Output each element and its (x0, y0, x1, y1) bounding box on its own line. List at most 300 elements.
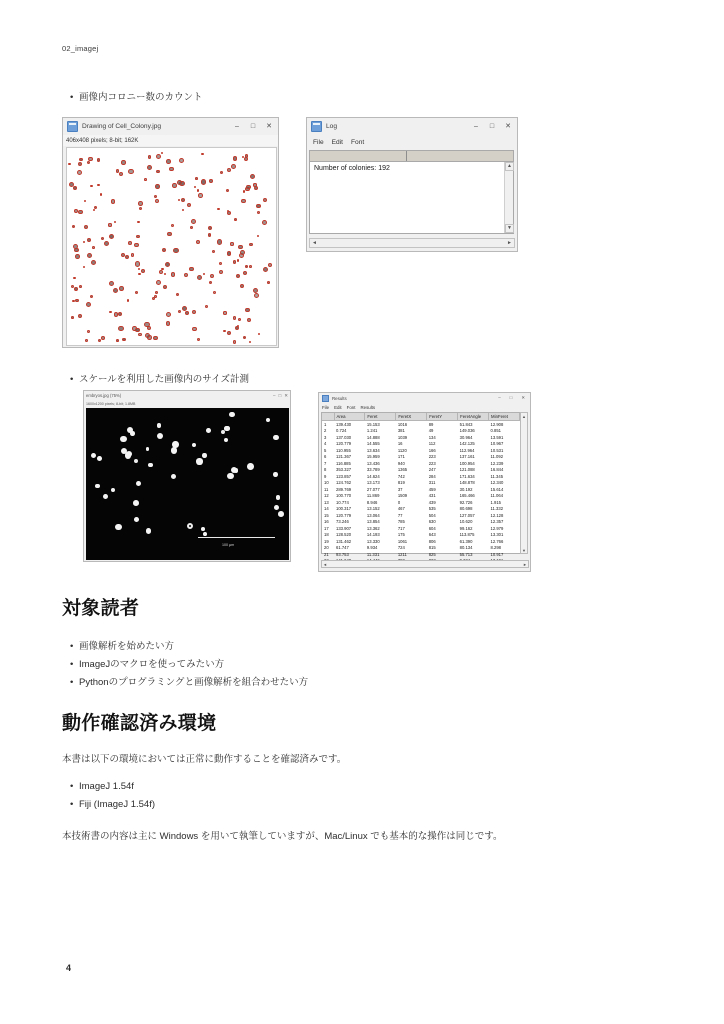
table-cell: 19 (324, 538, 329, 544)
measured-particle (95, 484, 99, 488)
log-vertical-scrollbar[interactable] (504, 162, 513, 233)
colony-blob (166, 321, 171, 326)
colony-blob (176, 293, 179, 296)
log-column-1 (310, 151, 407, 161)
colony-blob (163, 285, 167, 289)
colony-blob (245, 308, 250, 313)
running-head: 02_imagej (62, 44, 99, 53)
colony-close-icon[interactable]: ✕ (266, 123, 272, 130)
table-cell: 12 (324, 493, 329, 499)
table-cell: 467 (397, 506, 405, 512)
table-cell: 15 (324, 512, 329, 518)
colony-blob (197, 189, 199, 191)
colony-blob (203, 273, 205, 275)
colony-blob (121, 160, 125, 164)
measured-particle (130, 431, 135, 436)
table-cell: 10 (324, 480, 329, 486)
colony-blob (87, 253, 92, 258)
colony-blob (79, 158, 83, 162)
table-cell: 13.064 (366, 512, 380, 518)
measured-particle (157, 423, 161, 427)
audience-item-0-label: 画像解析を始めたい方 (79, 641, 175, 652)
table-cell: 15.959 (366, 454, 380, 460)
colony-blob (238, 245, 242, 249)
colony-blob (74, 287, 78, 291)
table-cell: 1211 (397, 551, 407, 557)
log-menubar[interactable] (307, 135, 517, 149)
results-col-area: Area (334, 413, 365, 421)
table-cell: 1365 (397, 467, 408, 473)
colony-blob (196, 240, 200, 244)
table-cell: 165.466 (459, 493, 475, 499)
colony-blob (101, 336, 105, 340)
table-cell: 61.747 (336, 545, 349, 551)
colony-blob (155, 199, 159, 203)
colony-blob (179, 158, 184, 163)
table-cell: 120.779 (336, 512, 352, 518)
colony-blob (154, 295, 157, 298)
table-cell: 27.077 (366, 486, 380, 492)
audience-item-2 (70, 674, 308, 688)
colony-blob (182, 209, 184, 211)
colony-blob (109, 311, 112, 314)
colony-blob (85, 339, 88, 342)
log-titlebar[interactable] (307, 118, 517, 135)
log-content-line: Number of colonies: 192 (314, 165, 390, 172)
log-menu-edit[interactable]: Edit (331, 138, 343, 146)
table-cell: 128.520 (336, 532, 352, 538)
table-cell: 13.591 (490, 434, 504, 440)
colony-blob (134, 243, 138, 247)
colony-blob (190, 226, 193, 229)
table-cell: 15.153 (366, 421, 380, 427)
results-maximize-icon[interactable]: □ (509, 394, 513, 400)
colony-blob (240, 250, 245, 255)
table-cell: 61.390 (459, 538, 473, 544)
log-scroll-down-icon[interactable]: ▼ (505, 224, 514, 233)
table-cell: 137.030 (336, 434, 352, 440)
measured-particle (115, 524, 121, 530)
results-title-text: Results (332, 395, 347, 401)
colony-blob (185, 311, 189, 315)
bullet-dot-e0: • (70, 781, 74, 792)
table-cell: 13.301 (490, 532, 504, 538)
heading-environment: 動作確認済み環境 (62, 713, 217, 734)
colony-blob (138, 268, 140, 270)
colony-blob (268, 263, 272, 267)
table-cell: 504 (428, 512, 436, 518)
table-cell: 223 (428, 454, 436, 460)
colony-blob (227, 331, 231, 335)
measured-particle (227, 473, 234, 480)
table-cell: 381 (397, 428, 405, 434)
colony-blob (73, 186, 77, 190)
colony-blob (156, 280, 161, 285)
colony-blob (155, 184, 159, 188)
table-cell: 9.934 (366, 545, 378, 551)
env-item-0-label: ImageJ 1.54f (79, 781, 134, 792)
table-cell: 110.955 (336, 447, 351, 453)
measured-particle (125, 452, 131, 458)
colony-blob (245, 265, 248, 268)
table-cell: 120.779 (336, 441, 352, 447)
measured-particle (172, 441, 178, 447)
table-cell: 10.620 (459, 519, 473, 525)
table-cell: 11.869 (366, 493, 380, 499)
results-scroll-left-icon[interactable]: ◄ (323, 561, 327, 567)
colony-blob (171, 272, 176, 277)
colony-blob (243, 336, 246, 339)
bullet-dot-2: • (70, 374, 74, 385)
colony-blob (233, 316, 236, 319)
measured-particle (202, 453, 206, 457)
table-cell: 100.317 (336, 506, 352, 512)
bullet-scale-measure-label: スケールを利用した画像内のサイズ計測 (79, 374, 250, 385)
results-titlebar[interactable] (319, 393, 530, 403)
colony-blob (75, 299, 78, 302)
dark-minimize-icon[interactable]: – (272, 393, 276, 398)
colony-blob (109, 281, 114, 286)
colony-blob (189, 267, 193, 271)
results-col-feretangle: FeretAngle (458, 413, 489, 421)
colony-status-line: 406x408 pixels; 8-bit; 162K (63, 135, 278, 146)
colony-blob (237, 259, 239, 261)
table-cell: 21 (324, 551, 329, 557)
colony-blob (138, 201, 142, 205)
table-cell: 1.241 (366, 428, 378, 434)
measured-particle (120, 436, 127, 443)
table-cell: 30.192 (459, 486, 473, 492)
table-cell: 14.888 (366, 434, 380, 440)
bullet-dot-a1: • (70, 659, 74, 670)
log-scroll-left-icon[interactable]: ◄ (310, 239, 319, 247)
measured-particle (187, 523, 193, 529)
table-cell: 4 (324, 441, 327, 447)
log-menu-font[interactable]: Font (351, 138, 365, 146)
results-col-feretx: FeretX (396, 413, 427, 421)
table-cell: 11.092 (490, 454, 504, 460)
colony-blob (73, 244, 78, 249)
table-cell: 3 (324, 434, 327, 440)
colony-blob (144, 178, 147, 181)
table-cell: 819 (397, 480, 405, 486)
colony-blob (71, 316, 74, 319)
colony-blob (104, 241, 109, 246)
audience-item-2-label: Pythonのプログラミングと画像解析を組合わせたい方 (79, 677, 309, 688)
measured-particle (103, 494, 108, 499)
table-cell: 0 (397, 499, 401, 505)
scale-bar (198, 537, 275, 539)
table-cell: 10.917 (490, 551, 504, 557)
dark-maximize-icon[interactable]: □ (278, 393, 282, 398)
table-cell: 0.724 (336, 428, 347, 434)
colony-blob (250, 174, 255, 179)
table-cell: 1.915 (490, 499, 502, 505)
colony-blob (113, 288, 118, 293)
colony-blob (178, 199, 180, 201)
table-cell: 2 (324, 428, 327, 434)
colony-blob (75, 254, 80, 259)
colony-blob (254, 186, 258, 190)
table-cell: 284 (428, 473, 436, 479)
colony-blob (114, 312, 119, 317)
measured-particle (157, 433, 163, 439)
colony-blob (68, 163, 71, 166)
table-cell: 49 (428, 428, 434, 434)
table-cell: 137.161 (459, 454, 475, 460)
table-cell: 9 (324, 473, 327, 479)
measured-particle (273, 472, 278, 477)
measured-particle (274, 505, 279, 510)
window-cell-colony[interactable] (62, 117, 279, 348)
colony-blob (118, 312, 123, 317)
colony-blob (114, 221, 116, 223)
colony-blob (166, 312, 171, 317)
colony-blob (156, 154, 161, 159)
colony-blob (78, 210, 83, 215)
results-table-container[interactable] (321, 412, 521, 557)
measured-particle (192, 443, 196, 447)
colony-blob (122, 338, 126, 342)
results-menu-edit[interactable]: Edit (334, 404, 342, 410)
table-cell: 55.713 (459, 551, 473, 557)
table-cell: 15.614 (490, 486, 504, 492)
measured-particle (224, 438, 228, 442)
colony-blob (198, 193, 203, 198)
table-cell: 11.332 (490, 506, 504, 512)
table-cell: 121.088 (459, 467, 475, 473)
measured-particle (229, 412, 235, 418)
results-menu-file[interactable]: File (322, 404, 330, 410)
results-window-buttons (498, 396, 529, 400)
table-cell: 825 (428, 551, 436, 557)
table-cell: 1 (324, 421, 327, 427)
table-cell: 1039 (397, 434, 408, 440)
colony-blob (87, 330, 90, 333)
measured-particle (276, 495, 280, 499)
colony-blob (233, 260, 237, 264)
colony-maximize-icon[interactable]: □ (250, 123, 256, 130)
table-cell: 16 (397, 441, 403, 447)
colony-blob (128, 241, 132, 245)
results-scroll-right-icon[interactable]: ► (523, 561, 527, 567)
table-cell: 13.173 (366, 480, 380, 486)
colony-blob (161, 268, 163, 270)
table-cell: 742 (397, 473, 405, 479)
dark-image-canvas[interactable] (86, 408, 289, 560)
results-app-icon (322, 395, 329, 402)
table-cell: 724 (397, 545, 405, 551)
table-cell: 8 (324, 467, 327, 473)
colony-blob (91, 260, 96, 265)
log-menu-file[interactable]: File (313, 138, 324, 146)
page-number: 4 (66, 963, 72, 973)
results-col-index (322, 413, 334, 421)
table-cell: 112.964 (459, 447, 475, 453)
table-cell: 10.967 (490, 441, 504, 447)
table-row[interactable] (322, 421, 520, 428)
log-scroll-right-icon[interactable]: ► (505, 239, 514, 247)
colony-blob (249, 243, 252, 246)
table-cell: 133.907 (336, 525, 352, 531)
measured-particle (221, 430, 225, 434)
audience-item-0 (70, 638, 174, 652)
log-text-area[interactable] (309, 162, 514, 234)
table-cell: 77 (397, 512, 403, 518)
table-cell: 12.766 (490, 538, 504, 544)
colony-blob (155, 291, 158, 294)
table-cell: 100.770 (336, 493, 352, 499)
log-maximize-icon[interactable]: □ (489, 123, 495, 130)
colony-blob (208, 233, 212, 237)
table-cell: 13.436 (366, 460, 380, 466)
table-cell: 171 (397, 454, 405, 460)
table-cell: 37 (397, 486, 403, 492)
colony-titlebar[interactable] (63, 118, 278, 135)
colony-blob (197, 338, 201, 342)
colony-blob (136, 235, 139, 238)
bullet-dot-a0: • (70, 641, 74, 652)
colony-blob (97, 158, 101, 162)
colony-blob (148, 155, 152, 159)
imagej-icon (67, 121, 78, 132)
bullet-dot: • (70, 92, 74, 103)
colony-blob (227, 251, 231, 255)
colony-blob (171, 224, 174, 227)
colony-blob (131, 253, 134, 256)
colony-blob (220, 171, 223, 174)
colony-blob (184, 273, 188, 277)
colony-blob (263, 267, 268, 272)
colony-blob (195, 177, 198, 180)
colony-blob (125, 255, 129, 259)
table-cell: 113.875 (459, 532, 475, 538)
log-minimize-icon[interactable]: – (474, 123, 478, 130)
results-scroll-down-icon[interactable]: ▼ (522, 547, 526, 553)
results-col-ferety: FeretY (427, 413, 458, 421)
table-cell: 17 (324, 525, 329, 531)
results-vertical-scrollbar[interactable] (520, 412, 528, 554)
measured-particle (171, 447, 178, 454)
colony-blob (78, 162, 82, 166)
colony-blob (209, 179, 213, 183)
audience-item-1-label: ImageJのマクロを使ってみたい方 (79, 659, 225, 670)
table-cell: 11.331 (366, 551, 380, 557)
colony-blob (249, 265, 252, 268)
table-cell: 30.964 (459, 434, 473, 440)
table-cell: 149.036 (459, 428, 475, 434)
colony-blob (223, 330, 225, 332)
dark-titlebar[interactable] (84, 391, 290, 400)
table-cell: 14.624 (366, 473, 380, 479)
colony-blob (257, 211, 260, 214)
table-cell: 8.298 (490, 545, 502, 551)
results-scroll-up-icon[interactable]: ▲ (522, 413, 526, 419)
results-horizontal-scrollbar[interactable] (321, 560, 529, 568)
colony-image-canvas[interactable] (66, 147, 277, 346)
table-cell: 940 (397, 460, 405, 466)
table-cell: 131.462 (336, 538, 352, 544)
table-cell: 717 (397, 525, 405, 531)
measured-particle (133, 500, 139, 506)
colony-blob (119, 172, 123, 176)
table-cell: 16.844 (490, 467, 504, 473)
measured-particle (234, 468, 239, 473)
window-log[interactable] (306, 117, 518, 252)
measured-particle (247, 463, 254, 470)
colony-blob (128, 169, 133, 174)
table-cell: 33.789 (366, 467, 380, 473)
colony-window-buttons (229, 118, 277, 135)
table-cell: 247 (428, 467, 436, 473)
table-cell: 11 (324, 486, 329, 492)
colony-blob (267, 281, 270, 284)
colony-blob (79, 285, 82, 288)
results-minimize-icon[interactable]: – (498, 394, 501, 400)
table-cell: 14 (324, 506, 329, 512)
log-scroll-up-icon[interactable]: ▲ (505, 162, 514, 171)
window-results[interactable] (318, 392, 531, 572)
colony-blob (256, 204, 261, 209)
table-cell: 12.128 (490, 512, 504, 518)
results-close-icon[interactable]: ✕ (521, 394, 525, 400)
table-cell: 0.851 (490, 428, 502, 434)
colony-blob (109, 234, 114, 239)
bullet-colony-count-label: 画像内コロニー数のカウント (79, 92, 203, 103)
measured-particle (273, 435, 278, 440)
colony-blob (253, 288, 258, 293)
colony-blob (226, 189, 229, 192)
table-cell: 112 (428, 441, 436, 447)
colony-blob (169, 167, 173, 171)
table-cell: 223 (428, 460, 436, 466)
table-cell: 142.125 (459, 441, 475, 447)
table-cell: 439 (428, 499, 436, 505)
colony-blob (219, 262, 222, 265)
table-cell: 13.330 (366, 538, 380, 544)
results-menu-font[interactable]: Font (346, 404, 356, 410)
colony-blob (88, 157, 93, 162)
dark-close-icon[interactable]: ✕ (284, 392, 288, 398)
colony-blob (236, 274, 240, 278)
results-menu-results[interactable]: Results (360, 404, 376, 410)
colony-blob (254, 293, 259, 298)
window-measure-image[interactable] (83, 390, 291, 562)
colony-blob (230, 242, 233, 245)
results-menubar[interactable] (319, 403, 530, 411)
colony-blob (135, 328, 140, 333)
colony-blob (192, 310, 196, 314)
colony-blob (83, 266, 85, 268)
colony-blob (116, 339, 119, 342)
log-close-icon[interactable]: ✕ (505, 123, 511, 130)
colony-blob (217, 208, 219, 210)
measured-particle (224, 426, 229, 431)
colony-minimize-icon[interactable]: – (235, 123, 239, 130)
colony-blob (87, 238, 91, 242)
table-cell: 116.885 (336, 460, 351, 466)
colony-blob (205, 305, 208, 308)
results-col-feret: Feret (365, 413, 396, 421)
colony-blob (83, 241, 85, 243)
table-cell: 175 (397, 532, 405, 538)
table-cell: 11.345 (490, 473, 504, 479)
measured-particle (278, 511, 284, 517)
log-horizontal-scrollbar[interactable] (309, 238, 515, 248)
table-cell: 10.774 (336, 499, 349, 505)
colony-blob (93, 209, 95, 211)
colony-blob (147, 165, 152, 170)
